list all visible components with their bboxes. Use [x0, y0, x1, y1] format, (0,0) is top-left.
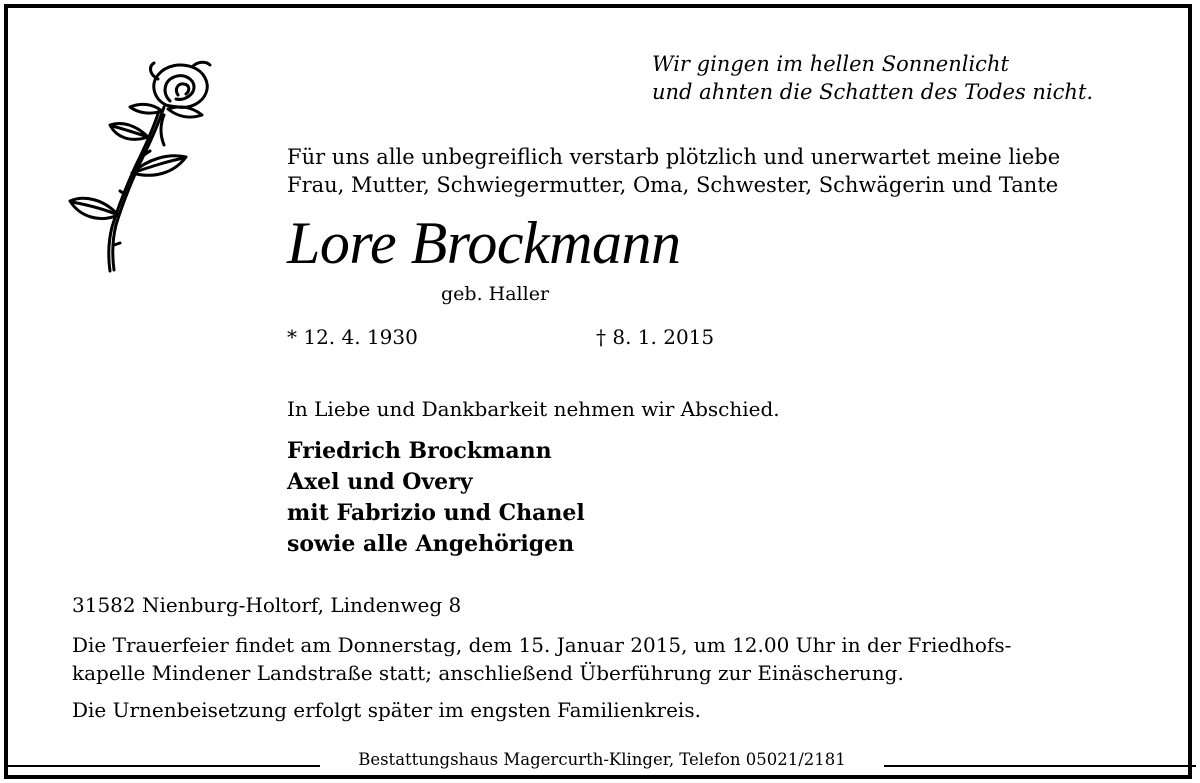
mourner: Axel und Overy: [287, 469, 473, 495]
death-date: † 8. 1. 2015: [596, 325, 715, 349]
rose-icon: [66, 55, 236, 285]
service-line: Die Trauerfeier findet am Donnerstag, dem 15. Januar 2015, um 12.00 Uhr in der Friedhofs-: [72, 633, 1012, 657]
mourner: sowie alle Angehörigen: [287, 531, 575, 557]
intro-text: [287, 143, 1060, 199]
motto-line: und ahnten die Schatten des Todes nicht.: [652, 80, 1094, 104]
service-info: [72, 631, 1011, 687]
motto: [652, 50, 1093, 106]
funeral-home-name: Bestattungshaus Magercurth-Klinger, Telefon 05021/2181: [358, 750, 846, 769]
farewell-text: In Liebe und Dankbarkeit nehmen wir Abschied.: [287, 397, 780, 421]
address: 31582 Nienburg-Holtorf, Lindenweg 8: [72, 593, 462, 617]
maiden-name: geb. Haller: [441, 283, 550, 305]
birth-date: * 12. 4. 1930: [287, 325, 418, 349]
footer-rule: [884, 765, 1196, 767]
intro-line: Für uns alle unbegreiflich verstarb plötzlich und unerwartet meine liebe: [287, 145, 1061, 169]
intro-line: Frau, Mutter, Schwiegermutter, Oma, Schwester, Schwägerin und Tante: [287, 173, 1059, 197]
mourner: Friedrich Brockmann: [287, 438, 552, 464]
service-line: kapelle Mindener Landstraße statt; anschließend Überführung zur Einäscherung.: [72, 661, 904, 685]
funeral-home-footer: [0, 742, 1200, 776]
footer-rule: [4, 765, 320, 767]
mourner: mit Fabrizio und Chanel: [287, 500, 585, 526]
urn-burial-info: Die Urnenbeisetzung erfolgt später im engsten Familienkreis.: [72, 698, 701, 722]
mourners-list: [287, 436, 585, 560]
motto-line: Wir gingen im hellen Sonnenlicht: [652, 52, 1009, 76]
deceased-name: Lore Brockmann: [287, 210, 681, 276]
